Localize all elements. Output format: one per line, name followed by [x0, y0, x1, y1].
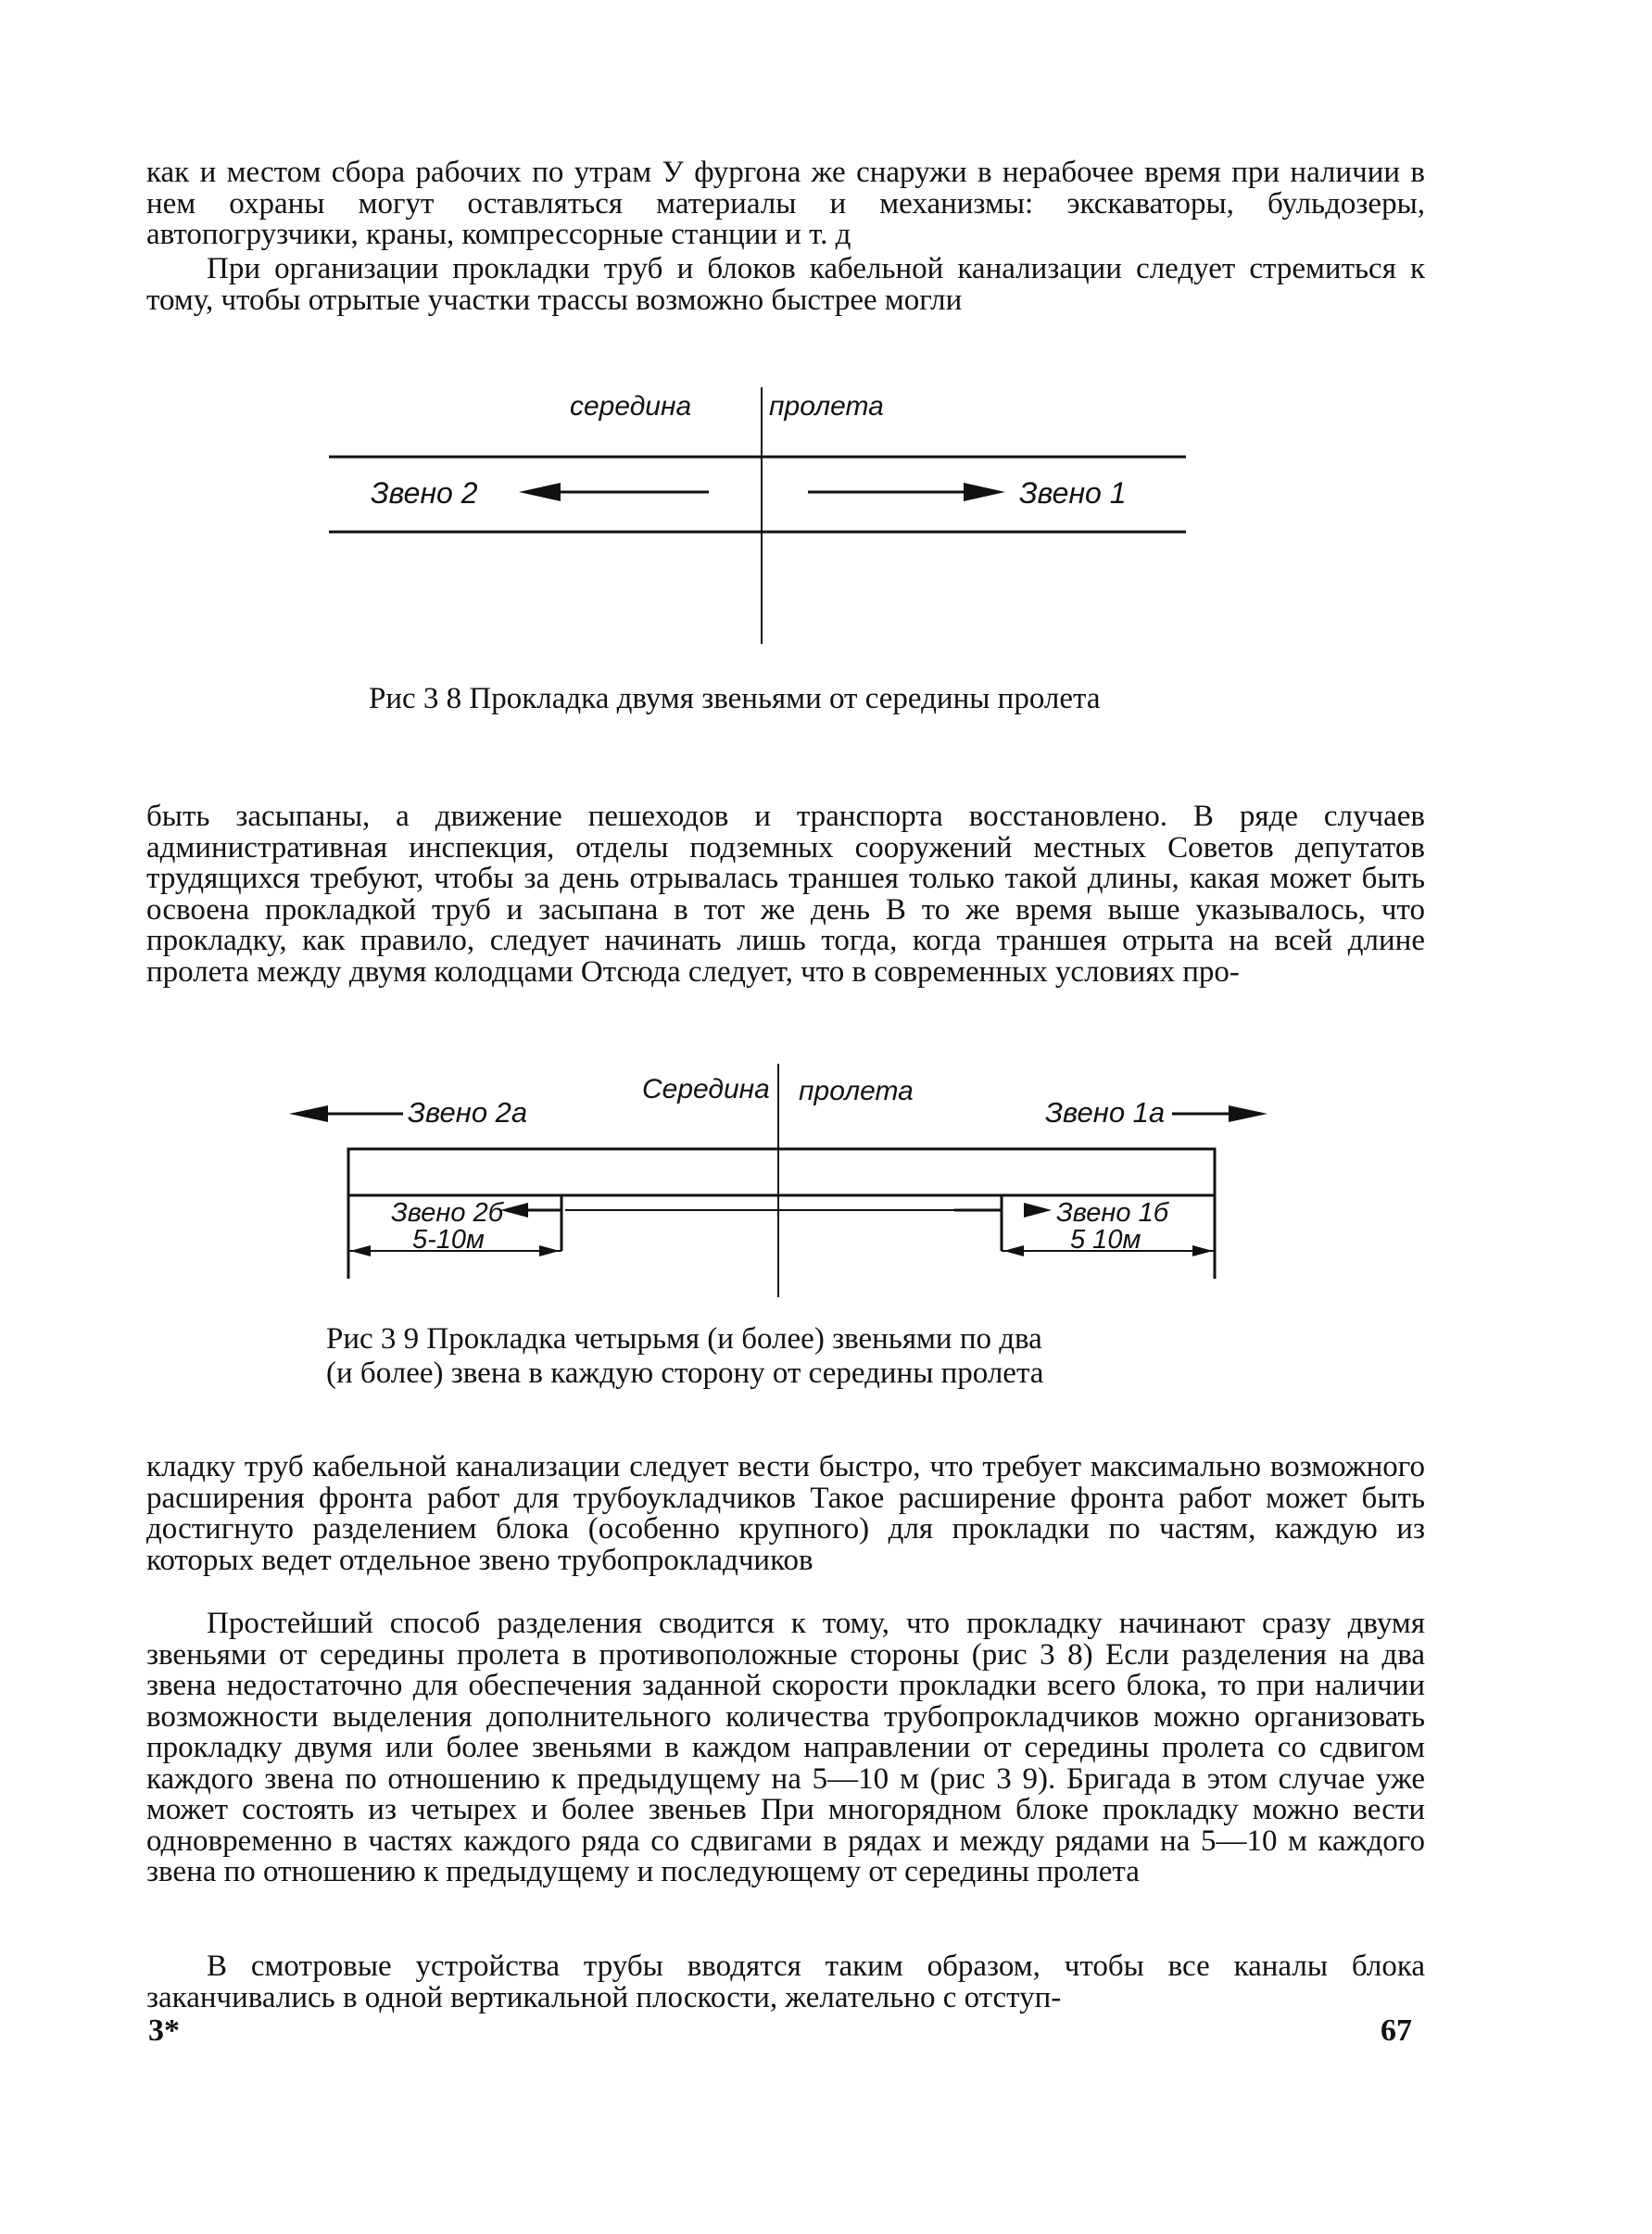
figure-38-caption: Рис 3 8 Прокладка двумя звеньями от середины пролета — [369, 682, 1101, 715]
fig39-zveno-2b: Звено 2б — [391, 1198, 504, 1228]
fig39-zveno-1a: Звено 1а — [1045, 1096, 1166, 1129]
dimension-arrow-icon — [539, 1245, 560, 1256]
fig38-label-right: пролета — [769, 391, 884, 422]
paragraph: В смотровые устройства трубы вводятся таким образом, чтобы все каналы блока заканчивались в одной вертикальной плоскости, желательно с отступ- — [146, 1950, 1425, 2014]
fig39-dim-right: 5 10м — [1070, 1225, 1141, 1255]
page-number: 67 — [1381, 2013, 1412, 2048]
dimension-arrow-icon — [1003, 1245, 1024, 1256]
arrow-left-icon — [500, 1203, 528, 1218]
figure-39-caption-line2: (и более) звена в каждую сторону от середины пролета — [326, 1357, 1044, 1390]
dimension-arrow-icon — [1192, 1245, 1213, 1256]
paragraph-continued: как и местом сбора рабочих по утрам У фургона же снаружи в нерабочее время при наличии в нем охраны могут оставляться материалы и механизмы: экскаваторы, бульдозеры, автопогрузчики, краны, компрессорные станции и т. д — [146, 156, 1425, 251]
dimension-arrow-icon — [350, 1245, 371, 1256]
paragraph: При организации прокладки труб и блоков кабельной канализации следует стремиться к тому, чтобы отрытые участки трассы возможно быстрее могли — [146, 252, 1425, 317]
fig39-label-left: Середина — [642, 1074, 770, 1104]
fig39-zveno-2a: Звено 2а — [408, 1096, 528, 1129]
arrow-right-icon — [964, 483, 1005, 501]
paragraph-continued: кладку труб кабельной канализации следует вести быстро, что требует максимально возможного расширения фронта работ для трубоукладчиков Такое расширение фронта работ может быть достигнуто разделением блока (особенно крупного) для прокладки по частям, каждую из которых ведет отдельное звено трубопрокладчиков — [146, 1450, 1425, 1577]
paragraph: Простейший способ разделения сводится к тому, что прокладку начинают сразу двумя звеньями от середины пролета в противоположные стороны (рис 3 8) Если разделения на два звена недостаточно для обеспечения заданной скорости прокладки всего блока, то при наличии возможности выделения дополнительного количества трубопрокладчиков можно организовать прокладку двумя или более звеньями в каждом направлении от середины пролета со сдвигом каждого звена по отношению к предыдущему на 5—10 м (рис 3 9). Бригада в этом случае уже может состоять из четырех и более звеньев При многорядном блоке прокладку можно вести одновременно в частях каждого ряда со сдвигами в рядах и между рядами на 5—10 м каждого звена по отношению к предыдущему и последующему от середины пролета — [146, 1607, 1425, 1888]
fig38-zveno-2: Звено 2 — [371, 476, 478, 510]
arrow-left-icon — [519, 483, 561, 501]
signature-mark: 3* — [148, 2013, 180, 2048]
fig38-zveno-1: Звено 1 — [1019, 476, 1127, 510]
fig39-label-right: пролета — [799, 1076, 914, 1106]
paragraph-continued: быть засыпаны, а движение пешеходов и транспорта восстановлено. В ряде случаев административная инспекция, отделы подземных сооружений местных Советов депутатов трудящихся требуют, чтобы за день отрывалась траншея только такой длины, какая может быть освоена прокладкой труб и засыпана в тот же день В то же время выше указывалось, что прокладку, как правило, следует начинать лишь тогда, когда траншея отрыта на всей длине пролета между двумя колодцами Отсюда следует, что в современных условиях про- — [146, 800, 1425, 989]
fig39-dim-left: 5-10м — [412, 1225, 485, 1255]
arrow-right-icon — [1229, 1105, 1267, 1122]
arrow-left-icon — [289, 1105, 328, 1122]
arrow-right-icon — [1024, 1203, 1052, 1218]
fig39-zveno-1b: Звено 1б — [1056, 1198, 1169, 1228]
fig38-label-left: середина — [570, 391, 692, 422]
figure-39-caption-line1: Рис 3 9 Прокладка четырьмя (и более) звеньями по два — [326, 1322, 1042, 1356]
